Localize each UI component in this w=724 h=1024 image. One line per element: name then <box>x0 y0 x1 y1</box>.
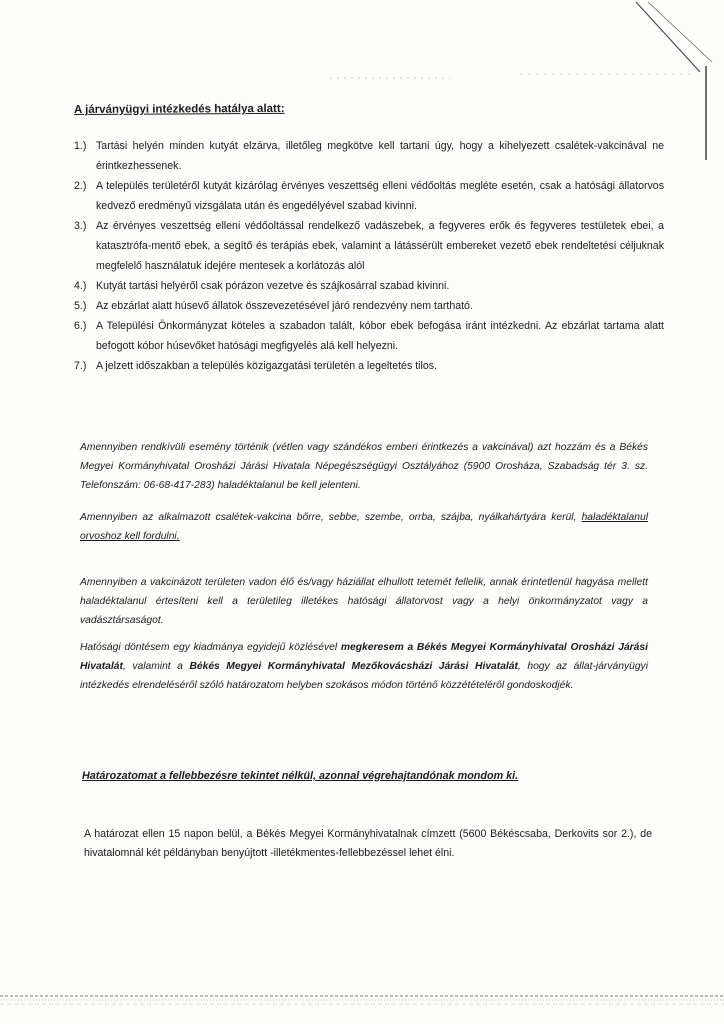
notification-authority-orosháza: megkeresem a Békés Megyei Kormányhivatal Orosházi Járási Hivatalát <box>80 642 648 672</box>
rule-item <box>74 356 664 376</box>
rule-text: Tartási helyén minden kutyát elzárva, illetőleg megkötve kell tartani úgy, hogy a kihelyezett csalétek-vakcinával ne érintkezhessenek. <box>96 140 664 172</box>
rule-item <box>74 276 664 296</box>
vaccine-contact-paragraph <box>80 508 648 546</box>
rule-item <box>74 296 664 316</box>
section-heading: A járványügyi intézkedés hatálya alatt: <box>74 102 285 116</box>
page-bottom-edge <box>0 990 724 1024</box>
rule-item <box>74 316 664 356</box>
carcass-paragraph: Amennyiben a vakcinázott területen vadon élő és/vagy háziállat elhullott tetemét fellelik, annak érintetlenül hagyása mellett haladéktalanul értesíteni kell a területileg illetékes hatósági állatorvost vagy a helyi önkormányzatot vagy a vadásztársaságot. <box>80 577 648 626</box>
notification-text-c: , valamint a <box>122 661 190 672</box>
notification-authority-mezokovacshaza: Békés Megyei Kormányhivatal Mezőkovácsházi Járási Hivatalát <box>189 661 518 672</box>
notification-text-e: , hogy az állat-járványügyi intézkedés elrendeléséről szóló határozatom helyben szokásos módon történő közzétételéről gondoskodjék. <box>80 661 648 691</box>
rule-item <box>74 136 664 176</box>
rule-item <box>74 176 664 216</box>
rule-list <box>74 136 664 376</box>
rule-number: 3.) <box>74 220 87 232</box>
rule-number: 6.) <box>74 320 87 332</box>
rule-number: 5.) <box>74 300 87 312</box>
rule-text: A Települési Önkormányzat köteles a szabadon talált, kóbor ebek befogása iránt intézkedni. Az ebzárlat tartama alatt befogott kóbor húsevőket hatósági megfigyelés alá kell helyezni. <box>96 320 664 352</box>
rule-number: 4.) <box>74 280 87 292</box>
rule-text: Az ebzárlat alatt húsevő állatok összevezetésével járó rendezvény nem tartható. <box>96 300 473 312</box>
rule-text: Kutyát tartási helyéről csak pórázon vezetve és szájkosárral szabad kivinni. <box>96 280 450 292</box>
incident-report-paragraph: Amennyiben rendkívüli esemény történik (vétlen vagy szándékos emberi érintkezés a vakcinával) azt hozzám és a Békés Megyei Kormányhivatal Orosházi Járási Hivatala Népegészségügyi Osztályához (5900 Orosháza, Szabadság tér 3. sz. Telefonszám: 06-68-417-283) haladéktalanul be kell jelenteni. <box>80 442 648 491</box>
notification-text-a: Hatósági döntésem egy kiadmánya egyidejű közlésével <box>80 642 341 653</box>
rule-item <box>74 216 664 276</box>
notification-paragraph <box>80 638 648 695</box>
rule-number: 2.) <box>74 180 87 192</box>
vaccine-contact-warning: haladéktalanul orvoshoz kell fordulni. <box>80 512 648 542</box>
appeal-paragraph: A határozat ellen 15 napon belül, a Békés Megyei Kormányhivatalnak címzett (5600 Békéscsaba, Derkovits sor 2.), de hivatalomnál két példányban benyújtott -illetékmentes-fellebbezéssel lehet élni. <box>84 828 652 859</box>
rule-text: A település területéről kutyát kizárólag érvényes veszettség elleni védőoltás megléte esetén, csak a hatósági állatorvos kedvező eredményű vizsgálata után és engedélyével szabad kivinni. <box>96 180 664 212</box>
rule-number: 7.) <box>74 360 87 372</box>
rule-number: 1.) <box>74 140 87 152</box>
vaccine-contact-text: Amennyiben az alkalmazott csalétek-vakcina bőrre, sebbe, szembe, orrba, szájba, nyálkahártyára kerül, <box>80 512 582 523</box>
rule-text: A jelzett időszakban a település közigazgatási területén a legeltetés tilos. <box>96 360 437 372</box>
rule-text: Az érvényes veszettség elleni védőoltással rendelkező vadászebek, a fegyveres erők és fegyveres testületek ebei, a katasztrófa-mentő ebek, a segítő és terápiás ebek, valamint a látássérült embereket vezető ebek rendeltetési céljuknak megfelelő használatuk idejére mentesek a korlátozás alól <box>96 220 664 272</box>
resolution-statement: Határozatomat a fellebbezésre tekintet nélkül, azonnal végrehajtandónak mondom ki. <box>82 770 519 782</box>
